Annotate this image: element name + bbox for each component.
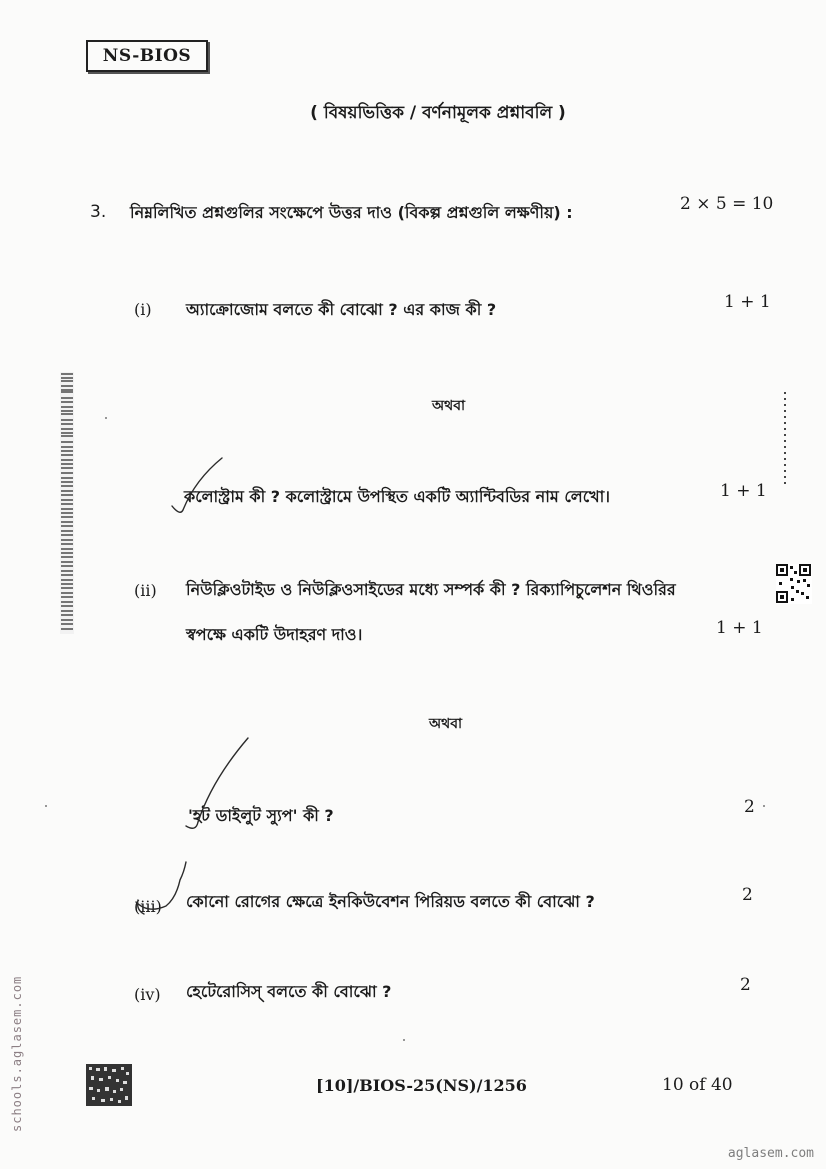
item-ii-text-line1: নিউক্লিওটাইড ও নিউক্লিওসাইডের মধ্যে সম্পর্ক কী ? রিক্যাপিচুলেশন থিওরির bbox=[186, 580, 676, 599]
page-number: 10 of 40 bbox=[662, 1075, 733, 1095]
item-iv-label: (iv) bbox=[134, 985, 161, 1004]
item-i-label: (i) bbox=[134, 300, 152, 319]
or-divider-1: অথবা bbox=[432, 398, 466, 414]
item-i-alt-text: কলোস্ট্রাম কী ? কলোস্ট্রামে উপস্থিত একটি অ্যান্টিবডির নাম লেখো। bbox=[184, 487, 611, 506]
scan-specks bbox=[45, 417, 765, 1041]
item-iii-label: (iii) bbox=[134, 897, 162, 916]
footer-paper-code: [10]/BIOS-25(NS)/1256 bbox=[316, 1076, 527, 1095]
item-ii-alt-text: 'হট ডাইলুট স্যুপ' কী ? bbox=[188, 806, 334, 825]
qr-code-bottom bbox=[86, 1064, 132, 1106]
item-iii-text: কোনো রোগের ক্ষেত্রে ইনকিউবেশন পিরিয়ড বলতে কী বোঝো ? bbox=[186, 892, 595, 911]
question-total-marks: 2 × 5 = 10 bbox=[680, 194, 774, 214]
item-iv-text: হেটেরোসিস্ বলতে কী বোঝো ? bbox=[186, 982, 392, 1001]
item-ii-alt-marks: 2 bbox=[744, 797, 755, 817]
corner-watermark: aglasem.com bbox=[727, 1146, 814, 1161]
paper-code: NS-BIOS bbox=[102, 46, 192, 66]
item-iv-marks: 2 bbox=[740, 975, 751, 995]
item-i-marks: 1 + 1 bbox=[724, 292, 771, 312]
right-dotted-strip bbox=[784, 392, 786, 484]
side-barcode bbox=[60, 372, 74, 634]
item-ii-label: (ii) bbox=[134, 581, 157, 600]
side-watermark: schools.aglasem.com bbox=[10, 975, 24, 1132]
qr-code-right bbox=[776, 564, 812, 604]
item-i-alt-marks: 1 + 1 bbox=[720, 481, 767, 501]
question-instruction: নিম্নলিখিত প্রশ্নগুলির সংক্ষেপে উত্তর দাও (বিকল্প প্রশ্নগুলি লক্ষণীয়) : bbox=[130, 203, 573, 222]
section-heading: ( বিষয়ভিত্তিক / বর্ণনামূলক প্রশ্নাবলি ) bbox=[310, 103, 566, 123]
item-ii-text-line2: স্বপক্ষে একটি উদাহরণ দাও। bbox=[186, 625, 363, 644]
item-ii-marks: 1 + 1 bbox=[716, 618, 763, 638]
question-number: 3. bbox=[90, 202, 107, 222]
or-divider-2: অথবা bbox=[429, 716, 463, 732]
item-iii-marks: 2 bbox=[742, 885, 753, 905]
item-i-text: অ্যাক্রোজোম বলতে কী বোঝো ? এর কাজ কী ? bbox=[186, 300, 497, 319]
handwritten-marks bbox=[136, 458, 248, 914]
